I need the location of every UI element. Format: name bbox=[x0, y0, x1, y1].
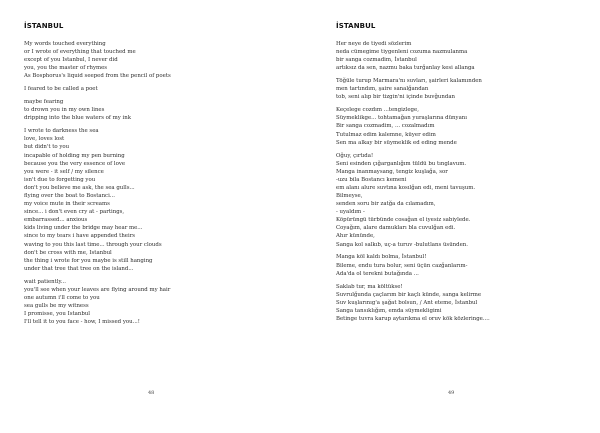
left-page-title: İSTANBUL bbox=[24, 22, 64, 30]
poem-line: dripping into the blue waters of my ink bbox=[24, 115, 131, 122]
poem-line: under that tree that tree on the island... bbox=[24, 265, 134, 272]
poem-line: men tartındım, şaire sanalğandan bbox=[336, 86, 429, 93]
poem-line: don't you believe me ask, the sea gulls... bbox=[24, 184, 135, 191]
poem-line: Sen ma alkay bir süymeklik ed eding mende bbox=[336, 139, 457, 146]
stanza bbox=[24, 278, 282, 327]
poem-line: maybe fearing bbox=[24, 99, 64, 106]
poem-line: sea gulls be my witness bbox=[24, 303, 89, 309]
right-poem-body bbox=[336, 40, 586, 323]
poem-line: tob, seni alıp bir tizgin'ni içinde buvğundan bbox=[336, 94, 456, 101]
stanza bbox=[24, 127, 282, 273]
poem-line: I wrote to darkness the sea bbox=[24, 128, 99, 135]
poem-line: As Bosphorus's liquid seeped from the pencil of poets bbox=[24, 73, 171, 80]
poem-line: you'll see when your leaves are flying around my hair bbox=[24, 286, 171, 293]
right-page-number: 49 bbox=[448, 390, 455, 396]
poem-line: Bileme, endu tura bolur, seni üçün cazğanlarım- bbox=[336, 262, 468, 269]
poem-line: em alanı alure suvtına kosılğan edi, meni tavuşum. bbox=[336, 184, 476, 191]
stanza bbox=[24, 98, 282, 122]
poem-line: waving to you this last time... through your clouds bbox=[24, 241, 162, 248]
poem-line: Sanga kol salkıb, uç-a turuv -bulutlans üsünden. bbox=[336, 241, 468, 248]
poem-line: or I wrote of everything that touched me bbox=[24, 49, 136, 56]
poem-line: except of you Istanbul, I never did bbox=[24, 57, 118, 64]
poem-line: -uzu bila Bostancı kemeni bbox=[336, 176, 407, 183]
poem-line: but didn't to you bbox=[24, 144, 70, 151]
poem-line: kids living under the bridge may hear me... bbox=[24, 225, 143, 232]
poem-line: Töğüle turup Marmara'nı suvları, şairleri kalamınden bbox=[336, 78, 482, 85]
right-page bbox=[300, 0, 600, 433]
stanza bbox=[24, 85, 282, 93]
poem-line: - uyaldım - bbox=[336, 209, 365, 216]
stanza bbox=[336, 253, 586, 277]
poem-line: Keçelege cozdım ...tengizlege, bbox=[336, 107, 419, 114]
poem-line: you, you the master of rhymes bbox=[24, 65, 108, 72]
poem-line: I'll tell it to you face - how, I missed you...! bbox=[24, 319, 140, 326]
poem-line: love, loves lost bbox=[24, 136, 65, 143]
poem-line: Coyağım, alare damukları bla cuvulğan edi. bbox=[336, 225, 456, 232]
poem-line: I promisse, you Istanbul bbox=[24, 311, 90, 318]
poem-line: embarrassed... anxious bbox=[24, 217, 88, 224]
poem-line: flying over the boat to Bostanci... bbox=[24, 192, 115, 199]
stanza bbox=[336, 106, 586, 146]
poem-line: Manga inanmaysang, tengiz kuşlağa, sor bbox=[336, 168, 448, 175]
poem-line: don't be cross with me, Istanbul bbox=[24, 249, 112, 256]
stanza bbox=[336, 77, 586, 101]
poem-line: Suv kuşlarınıg'a şağat bolsun, / Ant eteme, İstanbul bbox=[336, 299, 478, 306]
right-page-title: İSTANBUL bbox=[336, 22, 376, 30]
poem-line: the thing i wrote for you maybe is still hanging bbox=[24, 257, 153, 264]
poem-line: since to my tears i have appended theirs bbox=[24, 233, 136, 240]
poem-line: Köpürüngü türbünde cosağan el iyesiz sabiylede. bbox=[336, 217, 471, 224]
stanza bbox=[336, 40, 586, 72]
poem-line: Süymeklikge... tohtamağan yuraşlarına dünyanı bbox=[336, 115, 467, 122]
poem-line: since... i don't even cry at - partings, bbox=[24, 209, 125, 216]
poem-line: to drown you in my own lines bbox=[24, 107, 105, 114]
stanza bbox=[24, 40, 282, 80]
poem-line: Saklab tur, ma költükse! bbox=[336, 283, 403, 290]
poem-line: Seni esinden çığarganlığım tüldü bu tınglavum. bbox=[336, 160, 467, 167]
poem-line: Ahır kününde, bbox=[336, 233, 375, 240]
poem-line: Betinge tuvra karup aytarıkma el oruv kök közleringe.... bbox=[336, 315, 490, 322]
poem-line: bir sanga cozmadim, İstanbul bbox=[336, 57, 417, 64]
poem-line: one autumn i'll come to you bbox=[24, 294, 100, 301]
poem-line: my voice mute in their screams bbox=[24, 201, 110, 208]
poem-line: Ada'da ol terekni butağında ... bbox=[336, 270, 419, 277]
poem-line: I feared to be called a poet bbox=[24, 86, 98, 93]
stanza bbox=[336, 152, 586, 249]
poem-line: Suvrulğunda çaçlarım bir kaçlı künde, sanga kelirme bbox=[336, 291, 482, 298]
poem-line: Her neye de tiyedi sözlerim bbox=[336, 41, 412, 47]
poem-line: neda cümegime tiygenleni cozuma nazmulanma bbox=[336, 49, 468, 56]
poem-line: because you the very essence of love bbox=[24, 160, 126, 167]
left-page-number: 48 bbox=[148, 390, 155, 396]
poem-line: Oğuy, çırtıda! bbox=[336, 152, 374, 159]
poem-line: you were - it self / my silence bbox=[24, 168, 104, 175]
poem-line: senden soru bir zatğa da cılamadım, bbox=[336, 201, 436, 208]
poem-line: incapable of holding my pen burning bbox=[24, 152, 125, 159]
left-poem-body bbox=[24, 40, 282, 326]
poem-line: Sanga tansıklığım, emda süymekligimi bbox=[336, 307, 442, 314]
poem-line: Bir sanga cozmadim, ... cozalmadım bbox=[336, 123, 435, 130]
poem-line: isn't due to forgetting you bbox=[24, 176, 96, 183]
poem-line: artıksız da sen, nazmu baka turğanlay kesi allanga bbox=[336, 65, 475, 72]
poem-line: Manga köl kaldı bolma, İstanbul! bbox=[336, 254, 427, 261]
poem-line: Tutulmaz edim kalemne, küyer edim bbox=[336, 131, 436, 138]
poem-line: wait patiently... bbox=[24, 278, 67, 285]
poem-line: My words touched everything bbox=[24, 41, 106, 47]
stanza bbox=[336, 283, 586, 323]
poem-line: Bilmeyse, bbox=[336, 192, 363, 199]
